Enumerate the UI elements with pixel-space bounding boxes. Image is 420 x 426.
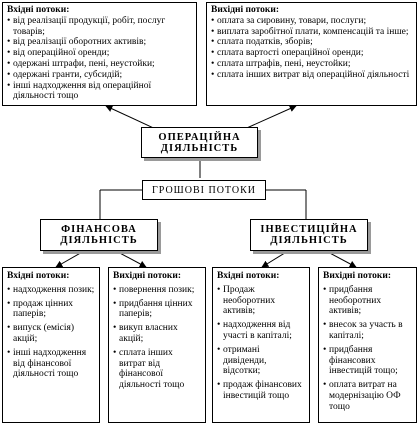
investing-outflows-box — [318, 267, 417, 423]
investing-outflow-item: • оплата витрат на модернізацію ОФ тощо — [323, 380, 412, 412]
operating-inflow-item: • інші надходження від операційної діяльності тощо — [7, 81, 192, 103]
operating-activity-title-line1: ОПЕРАЦІЙНА — [158, 131, 241, 143]
operating-outflow-item: • сплата вартості операційної оренди; — [211, 48, 412, 59]
financial-outflows-box — [108, 267, 206, 423]
investing-inflow-item: • Продаж необоротних активів; — [217, 285, 305, 317]
operating-outflow-item: • виплата заробітної плати, компенсацій та інше; — [211, 27, 412, 38]
financial-outflow-item: • придбання цінних паперів; — [113, 299, 201, 321]
operating-inflow-item: • одержані гранти, субсидій; — [7, 70, 192, 81]
investing-outflows-header: Вихідні потоки: — [323, 271, 391, 281]
operating-inflow-item: • від реалізації оборотних активів; — [7, 37, 192, 48]
investing-activity-title-line1: ІНВЕСТИЦІЙНА — [260, 224, 358, 235]
operating-inflows-box — [2, 2, 197, 106]
operating-outflow-item: • сплата штрафів, пені, неустойки; — [211, 59, 412, 70]
operating-outflows-box — [206, 2, 417, 106]
operating-outflow-item: • сплата податків, зборів; — [211, 37, 412, 48]
cash-flows-box — [142, 180, 266, 200]
operating-outflow-item: • оплата за сировину, товари, послуги; — [211, 16, 412, 27]
financial-outflows-header: Вихідні потоки: — [113, 271, 181, 281]
investing-activity-box — [250, 219, 368, 251]
operating-inflow-item: • від реалізації продукції, робіт, послуг товарів; — [7, 16, 192, 38]
investing-outflow-item: • внесок за участь в капіталі; — [323, 320, 412, 342]
operating-outflows-header: Вихідні потоки: — [211, 5, 279, 15]
operating-inflow-item: • від операційної оренди; — [7, 48, 192, 59]
investing-inflows-header: Вхідні потоки: — [217, 271, 280, 281]
financial-inflows-box — [2, 267, 100, 423]
financial-activity-title-line2: ДІЯЛЬНІСТЬ — [60, 235, 138, 246]
operating-activity-title-line2: ДІЯЛЬНІСТЬ — [160, 142, 239, 154]
cash-flows-label: ГРОШОВІ ПОТОКИ — [151, 184, 257, 196]
arrow-financial-to-inflows — [56, 251, 84, 267]
investing-inflow-item: • продаж фінансових інвестицій тощо — [217, 380, 305, 402]
financial-inflow-item: • надходження позик; — [7, 285, 95, 296]
financial-activity-title-line1: ФІНАНСОВА — [61, 224, 137, 235]
financial-activity-box — [40, 219, 158, 251]
investing-inflow-item: • надходження від участі в капіталі; — [217, 320, 305, 342]
financial-outflow-item: • викуп власних акцій; — [113, 323, 201, 345]
financial-inflow-item: • інші надходження від фінансової діяльності тощо — [7, 348, 95, 380]
investing-inflows-box — [212, 267, 310, 423]
arrow-financial-to-outflows — [116, 251, 146, 267]
operating-inflow-item: • одержані штрафи, пені, неустойки; — [7, 59, 192, 70]
investing-inflow-item: • отримані дивіденди, відсотки; — [217, 345, 305, 377]
investing-activity-title-line2: ДІЯЛЬНІСТЬ — [270, 235, 348, 246]
financial-outflow-item: • сплата інших витрат від фінансової діяльності тощо — [113, 348, 201, 391]
investing-outflow-item: • придбання фінансових інвестицій тощо; — [323, 345, 412, 377]
arrow-investing-to-inflows — [262, 251, 288, 267]
financial-outflow-item: • повернення позик; — [113, 285, 201, 296]
operating-activity-box — [141, 127, 258, 158]
financial-inflows-header: Вхідні потоки: — [7, 271, 70, 281]
operating-outflow-item: • сплата інших витрат від операційної діяльності — [211, 70, 412, 81]
arrow-investing-to-outflows — [326, 251, 356, 267]
investing-outflow-item: • придбання необоротних активів; — [323, 285, 412, 317]
financial-inflow-item: • випуск (емісія) акцій; — [7, 323, 95, 345]
operating-inflows-header: Вхідні потоки: — [7, 5, 70, 15]
financial-inflow-item: • продаж цінних паперів; — [7, 299, 95, 321]
